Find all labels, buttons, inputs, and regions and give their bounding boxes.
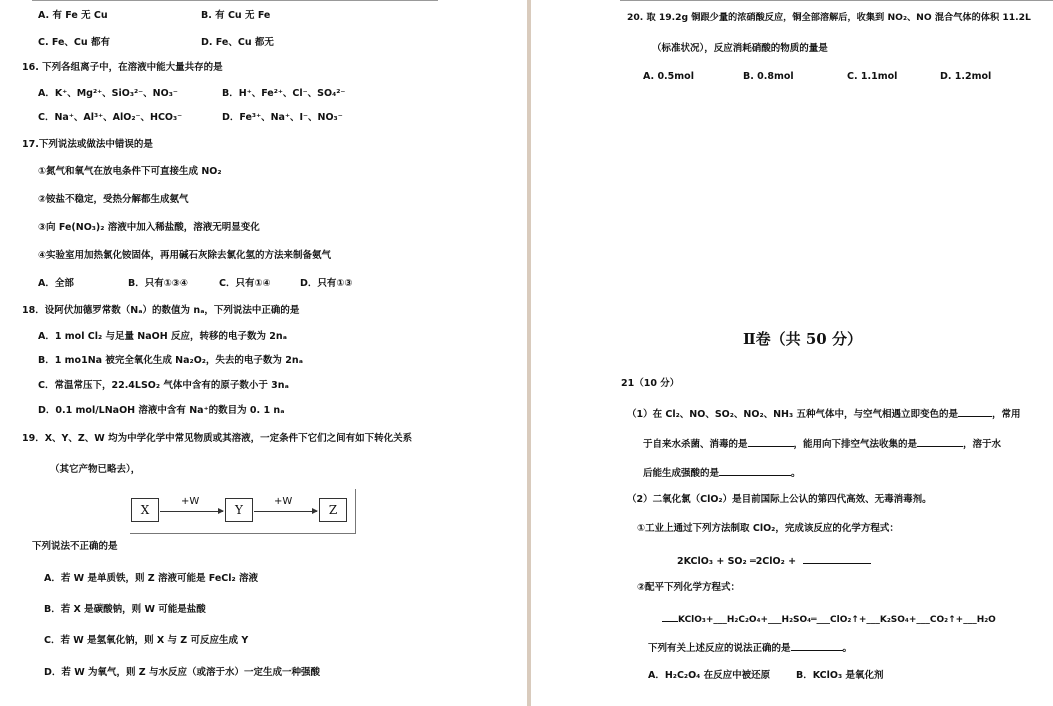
- q17-statement-1: ①氮气和氧气在放电条件下可直接生成 NO₂: [38, 166, 222, 177]
- q16-stem: 16. 下列各组离子中，在溶液中能大量共存的是: [22, 62, 223, 73]
- q16-option-d: D．Fe³⁺、Na⁺、I⁻、NO₃⁻: [222, 112, 343, 123]
- q21-option-a: A．H₂C₂O₄ 在反应中被还原: [648, 670, 771, 681]
- q17-statement-3: ③向 Fe(NO₃)₂ 溶液中加入稀盐酸，溶液无明显变化: [38, 222, 260, 233]
- q21-part2-sub2: ②配平下列化学方程式：: [637, 582, 741, 593]
- q21-part1-text-b: ，常用: [991, 409, 1021, 420]
- q21-part1-text-g: 。: [791, 468, 801, 479]
- top-rule-right: [620, 0, 1053, 1]
- q19-stem: 19．X、Y、Z、W 均为中学化学中常见物质或其溶液，一定条件下它们之间有如下转化关系: [22, 433, 413, 444]
- q21-option-b: B．KClO₃ 是氧化剂: [796, 670, 884, 681]
- q17-option-b: B．只有①③④: [128, 278, 188, 289]
- top-rule: [32, 0, 438, 1]
- q20-stem-line2: （标准状况），反应消耗硝酸的物质的量是: [652, 43, 828, 54]
- answer-blank-3[interactable]: [917, 436, 963, 447]
- q18-option-b: B．1 mo1Na 被完全氧化生成 Na₂O₂，失去的电子数为 2nₐ: [38, 355, 303, 366]
- q21-part2-intro: （2）二氧化氯（ClO₂）是目前国际上公认的第四代高效、无毒消毒剂。: [627, 494, 932, 505]
- answer-blank-7[interactable]: [791, 640, 843, 651]
- q21-part2-sub3: [648, 640, 852, 655]
- q15-option-c: C. Fe、Cu 都有: [38, 37, 110, 48]
- q18-option-a: A．1 mol Cl₂ 与足量 NaOH 反应，转移的电子数为 2nₐ: [38, 331, 287, 342]
- q21-part2-sub3-end: 。: [842, 643, 853, 654]
- q21-part1-text-d: ，能用向下排空气法收集的是: [793, 439, 918, 450]
- answer-blank-6[interactable]: [662, 611, 678, 622]
- q16-option-a: A．K⁺、Mg²⁺、SiO₃²⁻、NO₃⁻: [38, 88, 178, 99]
- q18-option-d: D．0.1 mol/LNaOH 溶液中含有 Na⁺的数目为 0. 1 nₐ: [38, 405, 285, 416]
- q15-option-d: D. Fe、Cu 都无: [201, 37, 274, 48]
- q18-stem: 18．设阿伏加德罗常数（Nₐ）的数值为 nₐ，下列说法中正确的是: [22, 305, 300, 316]
- q17-stem: 17.下列说法或做法中错误的是: [22, 139, 153, 150]
- diagram-frame-right: [355, 489, 356, 533]
- q20-stem-line1: 20. 取 19.2g 铜跟少量的浓硝酸反应，铜全部溶解后，收集到 NO₂、NO 混合气体的体积 11.2L: [627, 12, 1031, 23]
- section-title: Ⅱ卷（共 50 分）: [743, 330, 862, 348]
- q19-ask: 下列说法不正确的是: [32, 541, 118, 552]
- q16-option-c: C．Na⁺、Al³⁺、AlO₂⁻、HCO₃⁻: [38, 112, 183, 123]
- q20-option-d: D. 1.2mol: [940, 71, 992, 82]
- q19-option-d: D．若 W 为氧气，则 Z 与水反应（或溶于水）一定生成一种强酸: [44, 667, 320, 678]
- q21-part1-text-e: ，溶于水: [963, 439, 1002, 450]
- q21-part1-text-f: 后能生成强酸的是: [643, 468, 720, 479]
- q21-part1-line1: [627, 406, 1021, 421]
- q19-note: （其它产物已略去），: [50, 464, 141, 475]
- q21-part1-line3: [643, 465, 801, 480]
- q19-option-a: A．若 W 是单质铁，则 Z 溶液可能是 FeCl₂ 溶液: [44, 573, 259, 584]
- q21-head: 21（10 分）: [621, 378, 680, 389]
- answer-blank-1[interactable]: [958, 406, 992, 417]
- equation-1-text: 2KClO₃ + SO₂ ═2ClO₂ +: [677, 556, 797, 567]
- answer-blank-5[interactable]: [803, 553, 871, 564]
- diagram-box-z: Z: [319, 498, 347, 522]
- diagram-arrow-1: [160, 511, 223, 512]
- q19-option-c: C．若 W 是氢氧化钠，则 X 与 Z 可反应生成 Y: [44, 635, 249, 646]
- q20-option-a: A. 0.5mol: [643, 71, 694, 82]
- q21-part2-sub3-text: 下列有关上述反应的说法正确的是: [648, 643, 791, 654]
- answer-blank-2[interactable]: [748, 436, 794, 447]
- q17-option-c: C．只有①④: [219, 278, 271, 289]
- q21-equation-2: [662, 611, 996, 626]
- q21-part2-sub1: ①工业上通过下列方法制取 ClO₂，完成该反应的化学方程式：: [637, 523, 899, 534]
- q15-option-a: A. 有 Fe 无 Cu: [38, 10, 108, 21]
- q21-equation-1: [677, 553, 871, 568]
- equation-2-text: KClO₃+___H₂C₂O₄+___H₂SO₄═___ClO₂↑+___K₂SO₄+___CO₂↑+___H₂O: [678, 615, 996, 625]
- q17-option-d: D．只有①③: [300, 278, 353, 289]
- q17-statement-4: ④实验室用加热氯化铵固体，再用碱石灰除去氯化氢的方法来制备氨气: [38, 250, 332, 261]
- q17-option-a: A．全部: [38, 278, 74, 289]
- diagram-arrow-2: [254, 511, 317, 512]
- answer-blank-4[interactable]: [719, 465, 791, 476]
- q18-option-c: C．常温常压下，22.4LSO₂ 气体中含有的原子数小于 3nₐ: [38, 380, 289, 391]
- q21-part1-text-a: （1）在 Cl₂、NO、SO₂、NO₂、NH₃ 五种气体中，与空气相遇立即变色的是: [627, 409, 958, 420]
- diagram-box-y: Y: [225, 498, 253, 522]
- diagram-box-x: X: [131, 498, 159, 522]
- q20-option-b: B. 0.8mol: [743, 71, 794, 82]
- q16-option-b: B．H⁺、Fe²⁺、Cl⁻、SO₄²⁻: [222, 88, 346, 99]
- q15-option-b: B. 有 Cu 无 Fe: [201, 10, 271, 21]
- q19-option-b: B．若 X 是碳酸钠，则 W 可能是盐酸: [44, 604, 206, 615]
- diagram-frame-bottom: [130, 533, 356, 534]
- q21-part1-text-c: 于自来水杀菌、消毒的是: [643, 439, 748, 450]
- q20-option-c: C. 1.1mol: [847, 71, 898, 82]
- q17-statement-2: ②铵盐不稳定，受热分解都生成氨气: [38, 194, 189, 205]
- diagram-arrow-label-2: +W: [274, 496, 293, 507]
- diagram-arrow-label-1: +W: [181, 496, 200, 507]
- right-page: [531, 0, 1053, 706]
- q21-part1-line2: [643, 436, 1001, 451]
